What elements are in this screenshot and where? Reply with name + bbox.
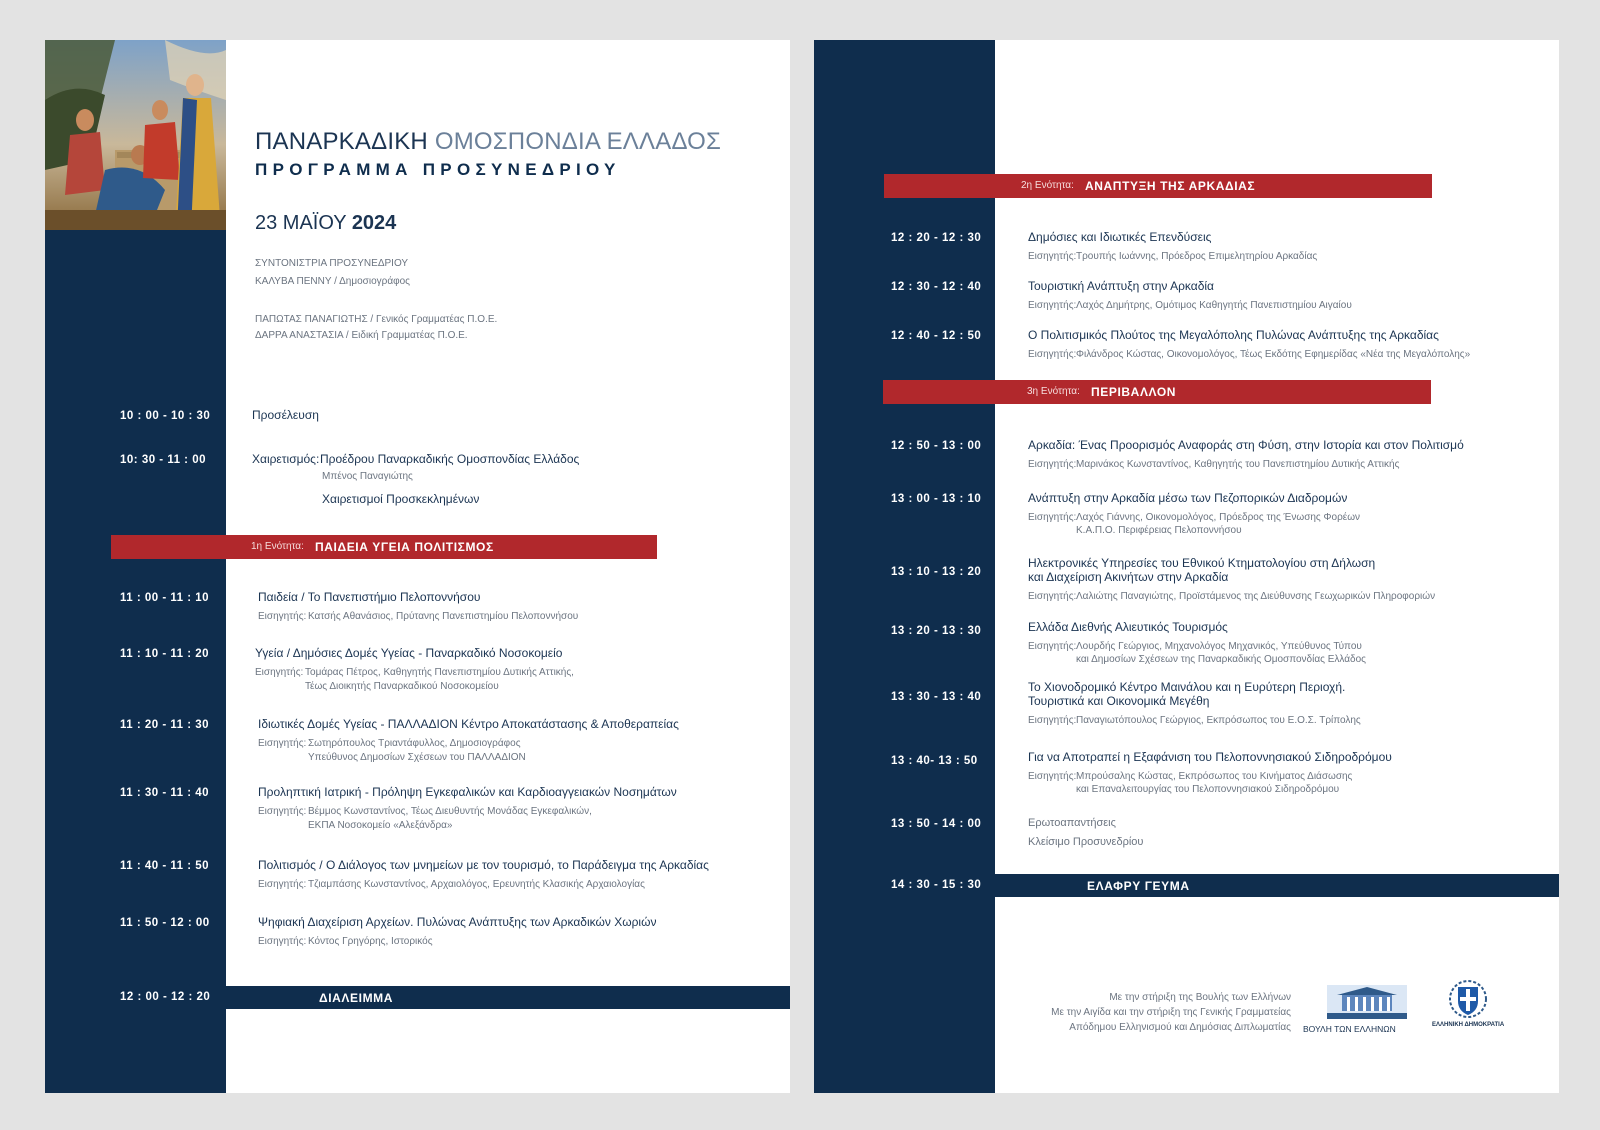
speaker-label: Εισηγητής: [1028, 300, 1077, 311]
session-time: 11 : 20 - 11 : 30 [120, 719, 210, 731]
session-time: 12 : 30 - 12 : 40 [891, 281, 982, 293]
speaker-label: Εισηγητής: [1028, 512, 1077, 523]
session-title: Ο Πολιτισμικός Πλούτος της Μεγαλόπολης Πυλώνας Ανάπτυξης της Αρκαδίας [1028, 328, 1439, 342]
speaker-label: Εισηγητής: [258, 936, 307, 947]
lunch-title: ΕΛΑΦΡΥ ΓΕΥΜΑ [1087, 879, 1190, 893]
parliament-logo [1322, 983, 1412, 1023]
speaker-label: Εισηγητής: [258, 611, 307, 622]
speaker-line: Υπεύθυνος Δημοσίων Σχέσεων του ΠΑΛΛΑΔΙΟΝ [308, 752, 526, 763]
support-line-3: Απόδημου Ελληνισμού και Δημόσιας Διπλωματίας [1069, 1022, 1291, 1033]
program-subtitle: ΠΡΟΓΡΑΜΜΑ ΠΡΟΣΥΝΕΔΡΙΟΥ [255, 160, 621, 179]
section-1-title: ΠΑΙΔΕΙΑ ΥΓΕΙΑ ΠΟΛΙΤΙΣΜΟΣ [315, 540, 494, 554]
greetings-name: Μπένος Παναγιώτης [322, 471, 413, 482]
session-title: Ηλεκτρονικές Υπηρεσίες του Εθνικού Κτηματολογίου στη Δήλωση [1028, 556, 1376, 570]
session-time: 13 : 40- 13 : 50 [891, 755, 978, 767]
section-1-band [111, 535, 657, 559]
arcadian-shepherds-painting [45, 40, 226, 230]
organization-title-main: ΠΑΝΑΡΚΑΔΙΚΗ [255, 128, 428, 155]
arrival-label: Προσέλευση [252, 408, 319, 422]
section-2-band [884, 174, 1432, 198]
speaker-label: Εισηγητής: [258, 806, 307, 817]
organization-title-rest: ΟΜΟΣΠΟΝΔΙΑ ΕΛΛΑΔΟΣ [434, 128, 722, 155]
speaker-label: Εισηγητής: [258, 879, 307, 890]
greetings-title: Προέδρου Παναρκαδικής Ομοσπονδίας Ελλάδος [320, 452, 580, 466]
session-time: 13 : 10 - 13 : 20 [891, 566, 982, 578]
time-closing: 13 : 50 - 14 : 00 [891, 818, 982, 830]
break-band [226, 986, 790, 1009]
time-lunch: 14 : 30 - 15 : 30 [891, 879, 982, 891]
speaker-label: Εισηγητής: [258, 738, 307, 749]
program-page-right [814, 40, 1559, 1093]
parliament-caption: ΒΟΥΛΗ ΤΩΝ ΕΛΛΗΝΩΝ [1303, 1024, 1396, 1034]
speaker-line: Μαρινάκος Κωνσταντίνος, Καθηγητής του Πανεπιστημίου Δυτικής Αττικής [1076, 459, 1400, 470]
speaker-line: Τομάρας Πέτρος, Καθηγητής Πανεπιστημίου Δυτικής Αττικής, [305, 667, 574, 678]
program-page-left [45, 40, 790, 1093]
coordinator-name: ΚΑΛΥΒΑ ΠΕΝΝΥ / Δημοσιογράφος [255, 276, 410, 287]
event-date-year: 2024 [351, 212, 397, 234]
break-title: ΔΙΑΛΕΙΜΜΑ [319, 991, 394, 1005]
session-title: Το Χιονοδρομικό Κέντρο Μαινάλου και η Ευρύτερη Περιοχή. [1028, 680, 1346, 694]
session-title: Για να Αποτραπεί η Εξαφάνιση του Πελοποννησιακού Σιδηροδρόμου [1028, 750, 1392, 764]
coordinator-label: ΣΥΝΤΟΝΙΣΤΡΙΑ ΠΡΟΣΥΝΕΔΡΙΟΥ [255, 258, 409, 269]
session-title: Τουριστικά και Οικονομικά Μεγέθη [1028, 694, 1210, 708]
speaker-label: Εισηγητής: [1028, 715, 1077, 726]
speaker-line: Τέως Διοικητής Παναρκαδικού Νοσοκομείου [305, 681, 499, 692]
session-title: Υγεία / Δημόσιες Δομές Υγείας - Παναρκαδικό Νοσοκομείο [255, 646, 563, 660]
session-title: Δημόσιες και Ιδιωτικές Επενδύσεις [1028, 230, 1212, 244]
session-time: 13 : 20 - 13 : 30 [891, 625, 982, 637]
speaker-line: Σωτηρόπουλος Τριαντάφυλλος, Δημοσιογράφος [308, 738, 521, 749]
session-title: και Διαχείριση Ακινήτων στην Αρκαδία [1028, 570, 1229, 584]
speaker-label: Εισηγητής: [1028, 349, 1077, 360]
session-time: 11 : 10 - 11 : 20 [120, 648, 210, 660]
qa-label: Ερωτοαπαντήσεις [1028, 817, 1116, 829]
time-greetings: 10: 30 - 11 : 00 [120, 454, 206, 466]
session-title: Ψηφιακή Διαχείριση Αρχείων. Πυλώνας Ανάπτυξης των Αρκαδικών Χωριών [258, 915, 657, 929]
speaker-line: Τζιαμπάσης Κωνσταντίνος, Αρχαιολόγος, Ερευνητής Κλασικής Αρχαιολογίας [308, 879, 645, 890]
speaker-label: Εισηγητής: [1028, 641, 1077, 652]
session-title: Ιδιωτικές Δομές Υγείας - ΠΑΛΛΑΔΙΟΝ Κέντρο Αποκατάστασης & Αποθεραπείας [258, 717, 679, 731]
speaker-line: Κ.Α.Π.Ο. Περιφέρειας Πελοποννήσου [1076, 525, 1242, 536]
speaker-line: Λουρδής Γεώργιος, Μηχανολόγος Μηχανικός, Υπεύθυνος Τύπου [1076, 641, 1362, 652]
section-3-label: 3η Ενότητα: [1027, 386, 1080, 397]
speaker-line: Κόντος Γρηγόρης, Ιστορικός [308, 936, 433, 947]
event-date [255, 212, 396, 235]
section-3-band [883, 380, 1431, 404]
greek-cross-shield-icon [1448, 979, 1488, 1019]
session-time: 12 : 50 - 13 : 00 [891, 440, 982, 452]
session-time: 12 : 20 - 12 : 30 [891, 232, 982, 244]
speaker-label: Εισηγητής: [1028, 771, 1077, 782]
time-break: 12 : 00 - 12 : 20 [120, 991, 211, 1003]
speaker-line: Τρουπής Ιωάννης, Πρόεδρος Επιμελητηρίου Αρκαδίας [1076, 251, 1318, 262]
speaker-line: Λαχός Γιάννης, Οικονομολόγος, Πρόεδρος της Ένωσης Φορέων [1076, 512, 1361, 523]
hellenic-republic-emblem [1448, 979, 1488, 1019]
session-time: 11 : 30 - 11 : 40 [120, 787, 210, 799]
event-date-day: 23 ΜΑΪΟΥ [255, 212, 347, 234]
speaker-line: ΕΚΠΑ Νοσοκομείο «Αλεξάνδρα» [308, 820, 453, 831]
speaker-line: Λαλιώτης Παναγιώτης, Προϊστάμενος της Διεύθυνσης Γεωχωρικών Πληροφοριών [1076, 591, 1436, 602]
speaker-line: Κατσής Αθανάσιος, Πρύτανης Πανεπιστημίου Πελοποννήσου [308, 611, 579, 622]
session-time: 11 : 00 - 11 : 10 [120, 592, 210, 604]
parliament-building-icon [1322, 983, 1412, 1023]
session-time: 13 : 30 - 13 : 40 [891, 691, 982, 703]
session-title: Παιδεία / Το Πανεπιστήμιο Πελοποννήσου [258, 590, 481, 604]
section-3-title: ΠΕΡΙΒΑΛΛΟΝ [1091, 385, 1177, 399]
speaker-line: Μπρούσαλης Κώστας, Εκπρόσωπος του Κινήματος Διάσωσης [1076, 771, 1353, 782]
closing-label: Κλείσιμο Προσυνεδρίου [1028, 836, 1144, 848]
session-title: Αρκαδία: Ένας Προορισμός Αναφοράς στη Φύση, στην Ιστορία και στον Πολιτισμό [1028, 438, 1464, 452]
session-title: Ελλάδα Διεθνής Αλιευτικός Τουρισμός [1028, 620, 1228, 634]
session-title: Προληπτική Ιατρική - Πρόληψη Εγκεφαλικών και Καρδιοαγγειακών Νοσημάτων [258, 785, 677, 799]
organization-title [255, 128, 721, 156]
guests-greetings: Χαιρετισμοί Προσκεκλημένων [322, 492, 480, 506]
speaker-line: και Δημοσίων Σχέσεων της Παναρκαδικής Ομοσπονδίας Ελλάδος [1076, 654, 1366, 665]
support-line-2: Με την Αιγίδα και την στήριξη της Γενικής Γραμματείας [1051, 1007, 1291, 1018]
session-title: Τουριστική Ανάπτυξη στην Αρκαδία [1028, 279, 1214, 293]
session-time: 11 : 40 - 11 : 50 [120, 860, 210, 872]
speaker-line: και Επαναλειτουργίας του Πελοποννησιακού Σιδηροδρόμου [1076, 784, 1340, 795]
speaker-line: Φιλάνδρος Κώστας, Οικονομολόγος, Τέως Εκδότης Εφημερίδας «Νέα της Μεγαλόπολης» [1076, 349, 1471, 360]
time-arrival: 10 : 00 - 10 : 30 [120, 410, 211, 422]
speaker-label: Εισηγητής: [1028, 251, 1077, 262]
session-time: 13 : 00 - 13 : 10 [891, 493, 982, 505]
support-line-1: Με την στήριξη της Βουλής των Ελλήνων [1109, 992, 1291, 1003]
speaker-label: Εισηγητής: [255, 667, 304, 678]
speaker-label: Εισηγητής: [1028, 591, 1077, 602]
special-secretary: ΔΑΡΡΑ ΑΝΑΣΤΑΣΙΑ / Ειδική Γραμματέας Π.Ο.Ε. [255, 330, 468, 341]
secretary-general: ΠΑΠΩΤΑΣ ΠΑΝΑΓΙΩΤΗΣ / Γενικός Γραμματέας Π.Ο.Ε. [255, 314, 498, 325]
session-time: 12 : 40 - 12 : 50 [891, 330, 982, 342]
section-1-label: 1η Ενότητα: [251, 541, 304, 552]
session-title: Πολιτισμός / Ο Διάλογος των μνημείων με τον τουρισμό, το Παράδειγμα της Αρκαδίας [258, 858, 709, 872]
greetings-label: Χαιρετισμός: [252, 452, 320, 466]
speaker-line: Λαχός Δημήτρης, Ομότιμος Καθηγητής Πανεπιστημίου Αιγαίου [1076, 300, 1352, 311]
support-text [1051, 990, 1291, 1035]
section-2-title: ΑΝΑΠΤΥΞΗ ΤΗΣ ΑΡΚΑΔΙΑΣ [1085, 179, 1256, 193]
speaker-line: Βέμμος Κωνσταντίνος, Τέως Διευθυντής Μονάδας Εγκεφαλικών, [308, 806, 592, 817]
section-2-label: 2η Ενότητα: [1021, 180, 1074, 191]
ministry-caption: ΕΛΛΗΝΙΚΗ ΔΗΜΟΚΡΑΤΙΑ [1432, 1022, 1505, 1028]
session-time: 11 : 50 - 12 : 00 [120, 917, 210, 929]
speaker-label: Εισηγητής: [1028, 459, 1077, 470]
speaker-line: Παναγιωτόπουλος Γεώργιος, Εκπρόσωπος του Ε.Ο.Σ. Τρίπολης [1076, 715, 1361, 726]
session-title: Ανάπτυξη στην Αρκαδία μέσω των Πεζοπορικών Διαδρομών [1028, 491, 1348, 505]
